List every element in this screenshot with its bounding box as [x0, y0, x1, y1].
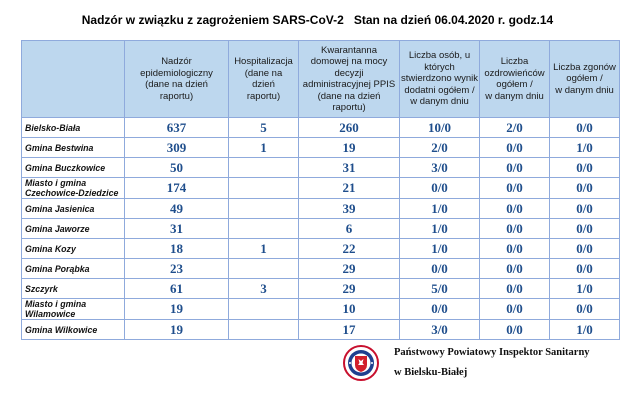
header-zgony-label: Liczba zgonów ogółem / w danym dniu — [553, 61, 616, 96]
cell-dodatni: 3/0 — [400, 320, 480, 340]
cell-nadzor: 174 — [125, 178, 229, 199]
header-kwarantanna — [299, 41, 400, 118]
cell-hosp — [229, 299, 299, 320]
cell-ozdr: 0/0 — [480, 320, 550, 340]
cell-nadzor: 31 — [125, 219, 229, 239]
cell-dodatni: 2/0 — [400, 138, 480, 158]
cell-hosp — [229, 199, 299, 219]
municipality-name: Szczyrk — [22, 279, 125, 299]
cell-kwar: 39 — [299, 199, 400, 219]
cell-nadzor: 19 — [125, 320, 229, 340]
municipality-name: Miasto i gmina Wilamowice — [22, 299, 125, 320]
municipality-name: Gmina Jasienica — [22, 199, 125, 219]
municipality-name: Gmina Porąbka — [22, 259, 125, 279]
header-zgony — [550, 41, 620, 118]
cell-zgony: 1/0 — [550, 320, 620, 340]
cell-zgony: 0/0 — [550, 299, 620, 320]
cell-zgony: 0/0 — [550, 118, 620, 138]
table-row — [22, 219, 620, 239]
cell-kwar: 19 — [299, 138, 400, 158]
cell-kwar: 10 — [299, 299, 400, 320]
cell-ozdr: 0/0 — [480, 199, 550, 219]
cell-dodatni: 0/0 — [400, 299, 480, 320]
cell-nadzor: 61 — [125, 279, 229, 299]
table-row — [22, 279, 620, 299]
table-row — [22, 320, 620, 340]
municipality-name: Bielsko-Biała — [22, 118, 125, 138]
cell-hosp — [229, 158, 299, 178]
cell-nadzor: 50 — [125, 158, 229, 178]
cell-dodatni: 3/0 — [400, 158, 480, 178]
cell-zgony: 0/0 — [550, 178, 620, 199]
header-nadzor — [125, 41, 229, 118]
table-row — [22, 178, 620, 199]
cell-ozdr: 0/0 — [480, 239, 550, 259]
cell-ozdr: 0/0 — [480, 158, 550, 178]
header-dodatni — [400, 41, 480, 118]
table-row — [22, 138, 620, 158]
cell-kwar: 22 — [299, 239, 400, 259]
cell-zgony: 0/0 — [550, 158, 620, 178]
cell-hosp: 1 — [229, 239, 299, 259]
cell-kwar: 6 — [299, 219, 400, 239]
cell-kwar: 17 — [299, 320, 400, 340]
report-title: Nadzór w związku z zagrożeniem SARS-CoV-2 Stan na dzień 06.04.2020 r. godz.14 — [81, 13, 554, 27]
cell-kwar: 31 — [299, 158, 400, 178]
cell-nadzor: 18 — [125, 239, 229, 259]
cell-zgony: 1/0 — [550, 279, 620, 299]
table-row — [22, 259, 620, 279]
table-row — [22, 118, 620, 138]
cell-hosp — [229, 219, 299, 239]
cell-hosp — [229, 178, 299, 199]
municipality-name: Gmina Buczkowice — [22, 158, 125, 178]
header-hospitalizacja-label: Hospitalizacja (dane na dzień raportu) — [234, 56, 293, 102]
municipality-name: Gmina Bestwina — [22, 138, 125, 158]
header-corner-cell — [22, 41, 125, 118]
cell-nadzor: 49 — [125, 199, 229, 219]
cell-hosp: 1 — [229, 138, 299, 158]
municipality-name: Gmina Kozy — [22, 239, 125, 259]
cell-ozdr: 0/0 — [480, 138, 550, 158]
inspector-title: Państwowy Powiatowy Inspektor Sanitarny — [394, 347, 590, 358]
municipality-name: Miasto i gmina Czechowice-Dziedzice — [22, 178, 125, 199]
sanitary-report-table — [21, 40, 620, 340]
header-dodatni-label: Liczba osób, u których stwierdzono wynik dodatni ogółem / w danym dniu — [400, 50, 479, 108]
cell-ozdr: 0/0 — [480, 259, 550, 279]
municipality-name: Gmina Jaworze — [22, 219, 125, 239]
cell-dodatni: 1/0 — [400, 239, 480, 259]
cell-kwar: 29 — [299, 279, 400, 299]
cell-dodatni: 1/0 — [400, 219, 480, 239]
inspector-location: w Bielsku-Białej — [394, 367, 468, 378]
cell-hosp: 5 — [229, 118, 299, 138]
municipality-name: Gmina Wilkowice — [22, 320, 125, 340]
table-row — [22, 239, 620, 259]
cell-dodatni: 1/0 — [400, 199, 480, 219]
cell-ozdr: 0/0 — [480, 178, 550, 199]
cell-nadzor: 19 — [125, 299, 229, 320]
header-kwarantanna-label: Kwarantanna domowej na mocy decyzji administracyjnej PPIS (dane na dzień raportu) — [302, 44, 396, 113]
cell-zgony: 1/0 — [550, 138, 620, 158]
cell-nadzor: 309 — [125, 138, 229, 158]
header-ozdrowiency — [480, 41, 550, 118]
table-row — [22, 158, 620, 178]
table-row — [22, 199, 620, 219]
cell-kwar: 260 — [299, 118, 400, 138]
cell-hosp — [229, 259, 299, 279]
cell-hosp: 3 — [229, 279, 299, 299]
cell-ozdr: 0/0 — [480, 279, 550, 299]
cell-zgony: 0/0 — [550, 239, 620, 259]
cell-dodatni: 0/0 — [400, 259, 480, 279]
cell-nadzor: 637 — [125, 118, 229, 138]
inspector-signature-block — [343, 343, 593, 389]
header-row — [22, 41, 620, 118]
cell-zgony: 0/0 — [550, 219, 620, 239]
cell-ozdr: 0/0 — [480, 219, 550, 239]
cell-kwar: 21 — [299, 178, 400, 199]
cell-dodatni: 10/0 — [400, 118, 480, 138]
cell-ozdr: 0/0 — [480, 299, 550, 320]
cell-nadzor: 23 — [125, 259, 229, 279]
cell-dodatni: 5/0 — [400, 279, 480, 299]
sanepid-emblem-icon — [343, 345, 379, 381]
table-row — [22, 299, 620, 320]
header-nadzor-label: Nadzór epidemiologiczny (dane na dzień raportu) — [140, 56, 213, 102]
cell-zgony: 0/0 — [550, 199, 620, 219]
header-hospitalizacja — [229, 41, 299, 118]
cell-hosp — [229, 320, 299, 340]
cell-dodatni: 0/0 — [400, 178, 480, 199]
cell-kwar: 29 — [299, 259, 400, 279]
header-ozdrowiency-label: Liczba ozdrowieńców ogółem / w danym dniu — [484, 56, 545, 102]
cell-zgony: 0/0 — [550, 259, 620, 279]
cell-ozdr: 2/0 — [480, 118, 550, 138]
